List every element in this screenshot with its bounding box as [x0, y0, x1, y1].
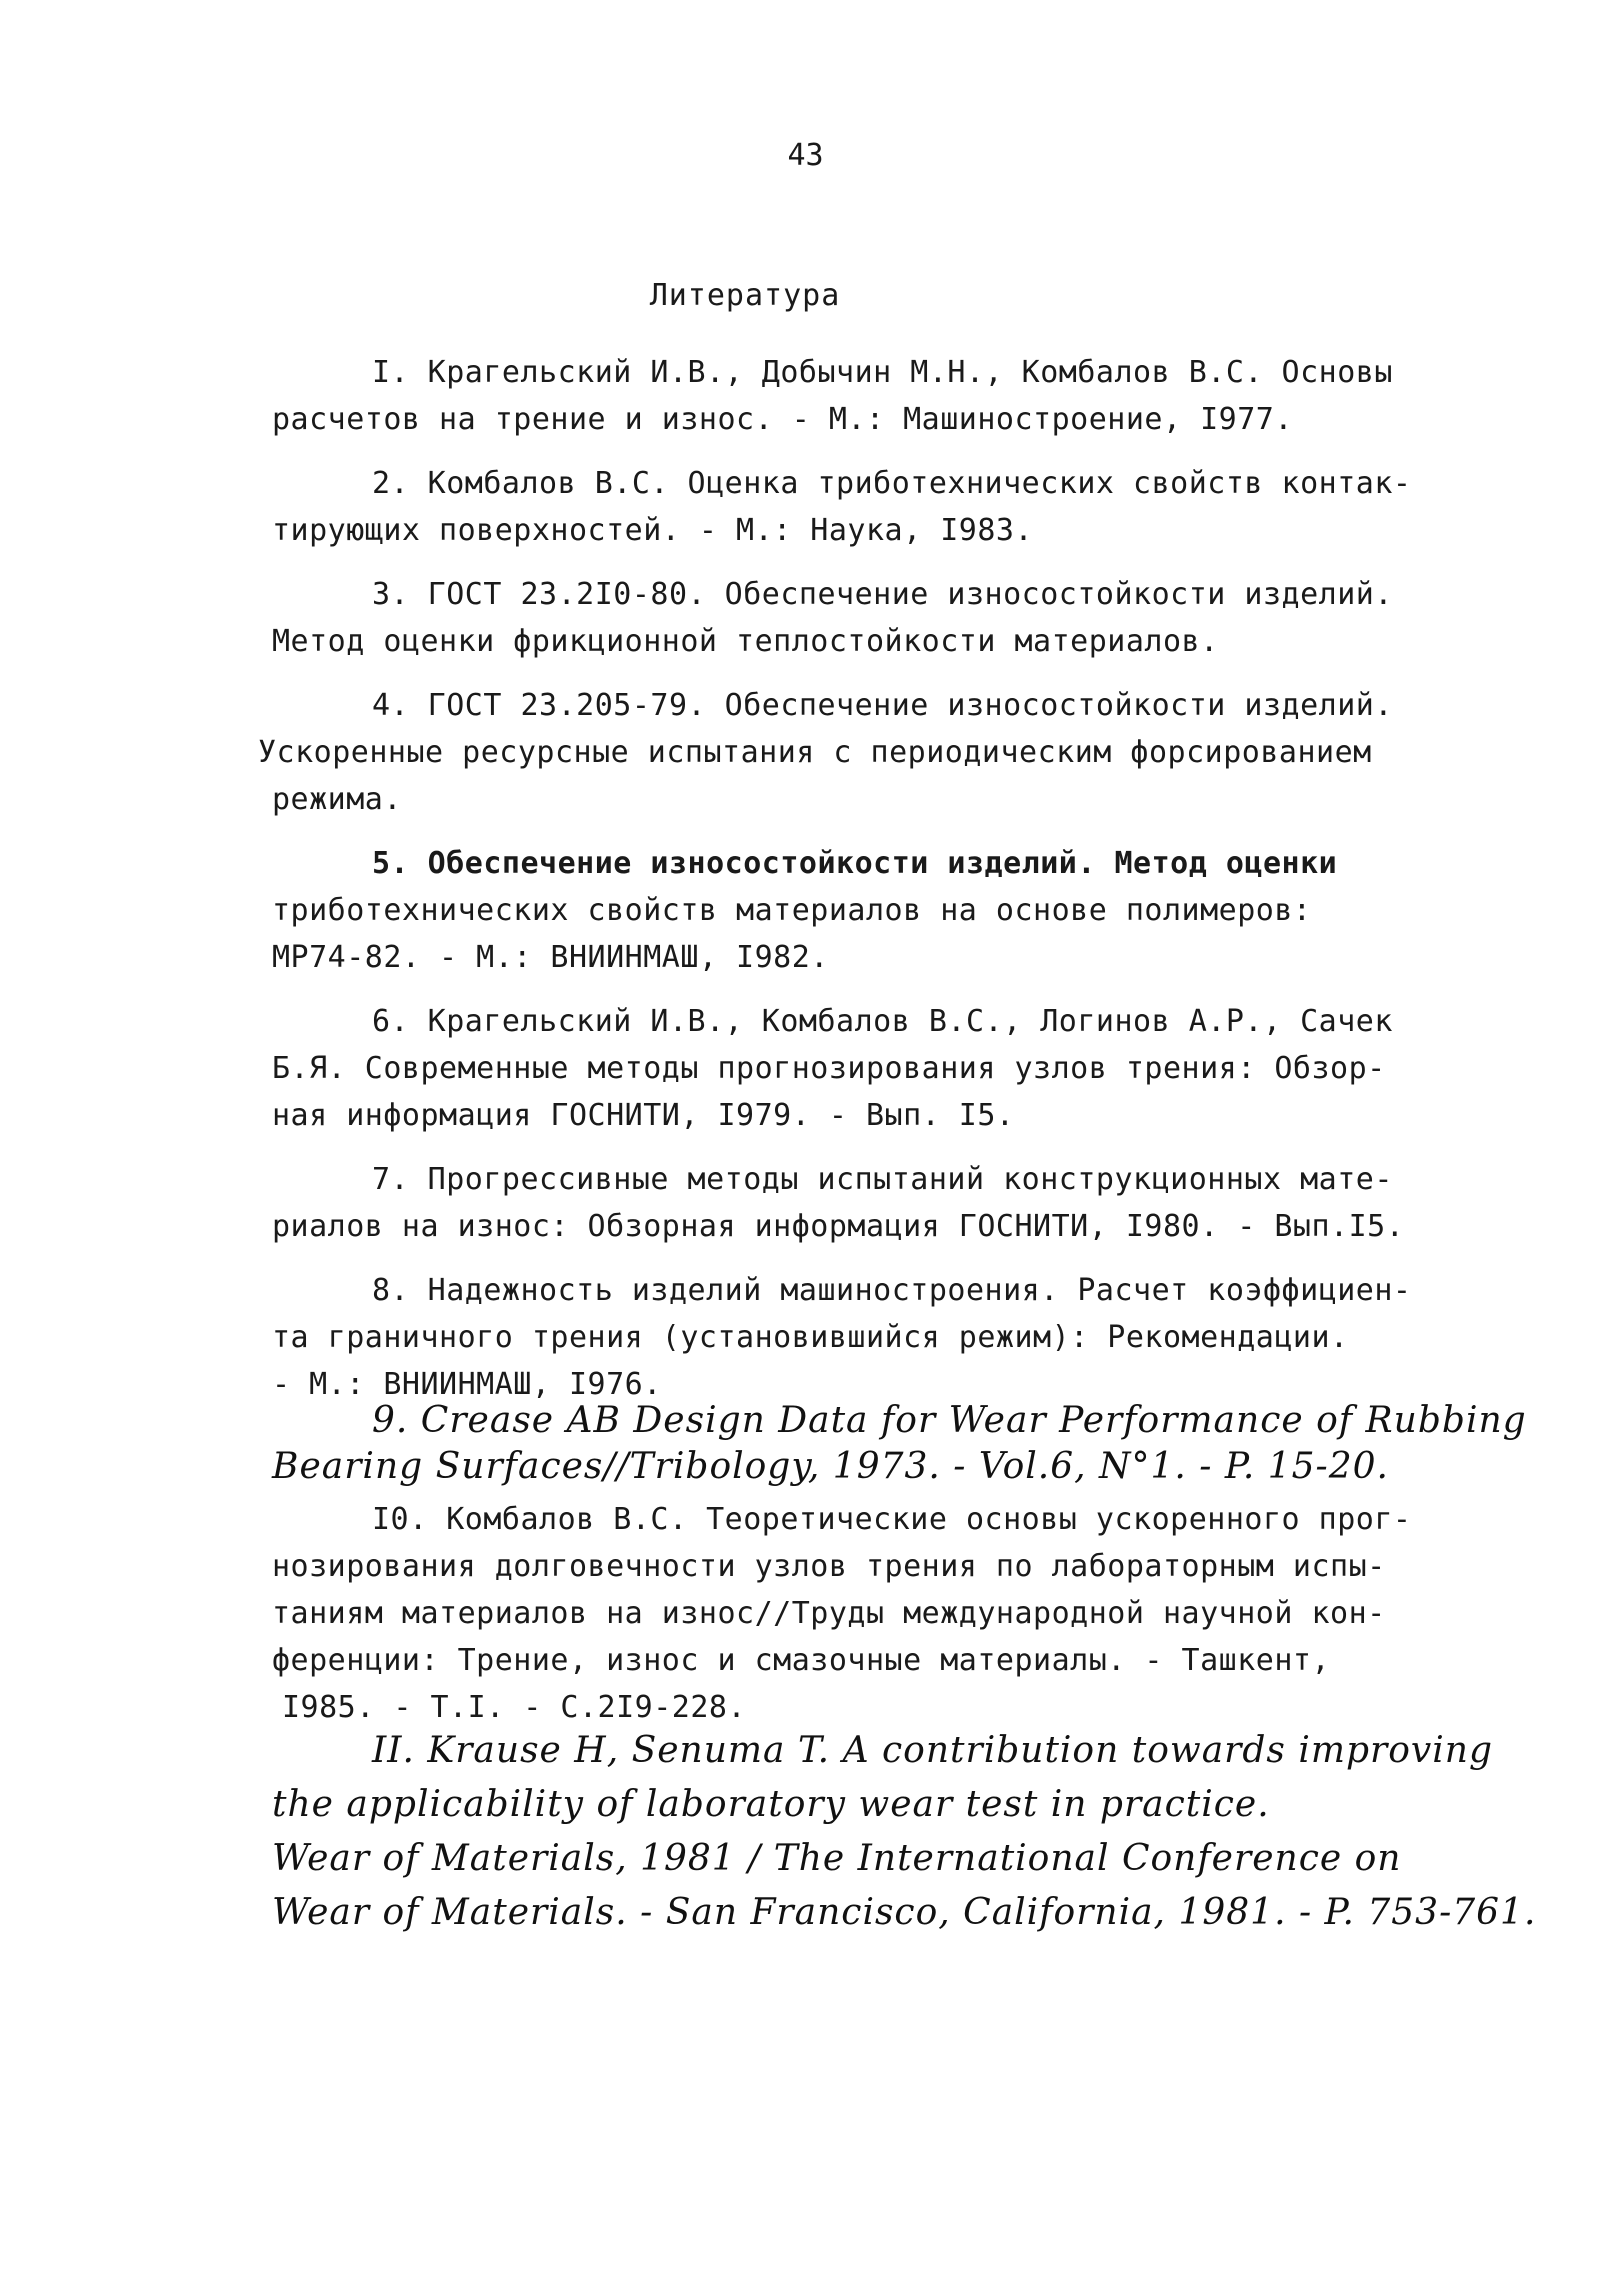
reference-line-handwritten: II. Krause H, Senuma T. A contribution towards improving	[372, 1730, 1493, 1771]
reference-line: I. Крагельский И.В., Добычин М.Н., Комбалов В.С. Основы	[372, 355, 1393, 390]
reference-line: 3. ГОСТ 23.2I0-80. Обеспечение износостойкости изделий.	[372, 577, 1393, 612]
reference-line-handwritten: Wear of Materials. - San Francisco, California, 1981. - P. 753-761.	[272, 1892, 1537, 1933]
reference-line: ференции: Трение, износ и смазочные материалы. - Ташкент,	[272, 1643, 1331, 1678]
reference-line-handwritten: the applicability of laboratory wear test in practice.	[272, 1784, 1270, 1825]
reference-line: триботехнических свойств материалов на основе полимеров:	[272, 893, 1312, 928]
page-number: 43	[787, 138, 824, 173]
reference-line: ная информация ГОСНИТИ, I979. - Вып. I5.	[272, 1098, 1015, 1133]
reference-line: 8. Надежность изделий машиностроения. Расчет коэффициен-	[372, 1273, 1412, 1308]
reference-line: 6. Крагельский И.В., Комбалов В.С., Логинов А.Р., Сачек	[372, 1004, 1393, 1039]
reference-line: - М.: ВНИИНМАШ, I976.	[272, 1367, 662, 1402]
reference-line: I0. Комбалов В.С. Теоретические основы ускоренного прог-	[372, 1502, 1412, 1537]
reference-line: таниям материалов на износ//Труды международной научной кон-	[272, 1596, 1386, 1631]
reference-line: МР74-82. - М.: ВНИИНМАШ, I982.	[272, 940, 829, 975]
reference-line: 2. Комбалов В.С. Оценка триботехнических свойств контак-	[372, 466, 1412, 501]
reference-line: та граничного трения (установившийся режим): Рекомендации.	[272, 1320, 1349, 1355]
reference-line: 5. Обеспечение износостойкости изделий. Метод оценки	[372, 846, 1338, 881]
reference-line-handwritten: 9. Crease AB Design Data for Wear Performance of Rubbing	[372, 1400, 1527, 1441]
reference-line: 7. Прогрессивные методы испытаний конструкционных мате-	[372, 1162, 1393, 1197]
reference-line: расчетов на трение и износ. - М.: Машиностроение, I977.	[272, 402, 1293, 437]
reference-line: риалов на износ: Обзорная информация ГОСНИТИ, I980. - Вып.I5.	[272, 1209, 1405, 1244]
reference-line: Б.Я. Современные методы прогнозирования узлов трения: Обзор-	[272, 1051, 1386, 1086]
reference-line: Ускоренные ресурсные испытания с периодическим форсированием	[258, 735, 1372, 770]
reference-line: тирующих поверхностей. - М.: Наука, I983.	[272, 513, 1034, 548]
reference-line-handwritten: Bearing Surfaces//Tribology, 1973. - Vol.6, N°1. - P. 15-20.	[272, 1446, 1389, 1487]
reference-line: режима.	[272, 782, 402, 817]
reference-line: нозирования долговечности узлов трения по лабораторным испы-	[272, 1549, 1386, 1584]
reference-line: I985. - Т.I. - С.2I9-228.	[282, 1690, 747, 1725]
reference-line-handwritten: Wear of Materials, 1981 / The International Conference on	[272, 1838, 1402, 1879]
reference-line: Метод оценки фрикционной теплостойкости материалов.	[272, 624, 1219, 659]
reference-line: 4. ГОСТ 23.205-79. Обеспечение износостойкости изделий.	[372, 688, 1393, 723]
page-title: Литература	[649, 278, 841, 313]
